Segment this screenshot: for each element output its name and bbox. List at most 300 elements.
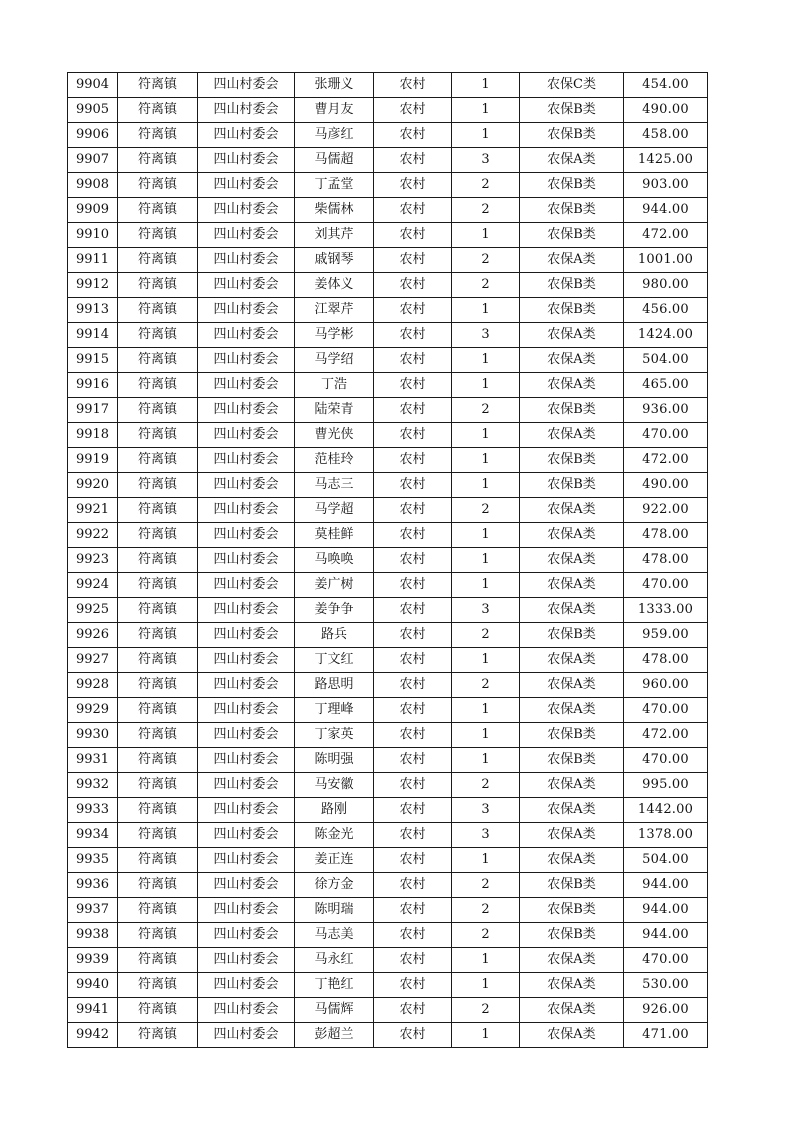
name-cell: 姜广树	[295, 573, 374, 598]
record-id-cell: 9916	[68, 373, 118, 398]
record-id-cell: 9912	[68, 273, 118, 298]
town-cell: 符离镇	[118, 548, 198, 573]
name-cell: 马学彬	[295, 323, 374, 348]
town-cell: 符离镇	[118, 873, 198, 898]
household-count-cell: 1	[452, 98, 520, 123]
table-row	[68, 673, 708, 698]
amount-cell: 944.00	[624, 898, 708, 923]
insurance-class-cell: 农保B类	[520, 298, 624, 323]
record-id-cell: 9930	[68, 723, 118, 748]
record-id-cell: 9929	[68, 698, 118, 723]
household-count-cell: 1	[452, 698, 520, 723]
residence-type-cell: 农村	[374, 998, 452, 1023]
residence-type-cell: 农村	[374, 873, 452, 898]
household-count-cell: 1	[452, 298, 520, 323]
residence-type-cell: 农村	[374, 123, 452, 148]
residence-type-cell: 农村	[374, 948, 452, 973]
village-committee-cell: 四山村委会	[198, 98, 295, 123]
town-cell: 符离镇	[118, 423, 198, 448]
table-row	[68, 523, 708, 548]
record-id-cell: 9911	[68, 248, 118, 273]
table-row	[68, 473, 708, 498]
amount-cell: 980.00	[624, 273, 708, 298]
household-count-cell: 3	[452, 598, 520, 623]
village-committee-cell: 四山村委会	[198, 123, 295, 148]
amount-cell: 456.00	[624, 298, 708, 323]
insurance-class-cell: 农保A类	[520, 823, 624, 848]
town-cell: 符离镇	[118, 348, 198, 373]
table-row	[68, 648, 708, 673]
insurance-class-cell: 农保A类	[520, 798, 624, 823]
residence-type-cell: 农村	[374, 98, 452, 123]
record-id-cell: 9938	[68, 923, 118, 948]
table-row	[68, 898, 708, 923]
amount-cell: 470.00	[624, 948, 708, 973]
record-id-cell: 9934	[68, 823, 118, 848]
village-committee-cell: 四山村委会	[198, 348, 295, 373]
insurance-class-cell: 农保B类	[520, 623, 624, 648]
record-id-cell: 9926	[68, 623, 118, 648]
amount-cell: 478.00	[624, 548, 708, 573]
town-cell: 符离镇	[118, 673, 198, 698]
amount-cell: 465.00	[624, 373, 708, 398]
insurance-class-cell: 农保B类	[520, 198, 624, 223]
household-count-cell: 3	[452, 148, 520, 173]
amount-cell: 470.00	[624, 748, 708, 773]
record-id-cell: 9924	[68, 573, 118, 598]
table-row	[68, 873, 708, 898]
town-cell: 符离镇	[118, 573, 198, 598]
household-count-cell: 2	[452, 248, 520, 273]
record-id-cell: 9922	[68, 523, 118, 548]
record-id-cell: 9931	[68, 748, 118, 773]
household-count-cell: 2	[452, 273, 520, 298]
village-committee-cell: 四山村委会	[198, 848, 295, 873]
name-cell: 曹光侠	[295, 423, 374, 448]
village-committee-cell: 四山村委会	[198, 698, 295, 723]
residence-type-cell: 农村	[374, 198, 452, 223]
name-cell: 莫桂鲜	[295, 523, 374, 548]
amount-cell: 944.00	[624, 873, 708, 898]
table-row	[68, 398, 708, 423]
village-committee-cell: 四山村委会	[198, 973, 295, 998]
record-id-cell: 9917	[68, 398, 118, 423]
insurance-class-cell: 农保B类	[520, 173, 624, 198]
town-cell: 符离镇	[118, 523, 198, 548]
table-row	[68, 498, 708, 523]
insurance-class-cell: 农保B类	[520, 98, 624, 123]
residence-type-cell: 农村	[374, 398, 452, 423]
insurance-class-cell: 农保B类	[520, 473, 624, 498]
town-cell: 符离镇	[118, 473, 198, 498]
amount-cell: 454.00	[624, 73, 708, 98]
residence-type-cell: 农村	[374, 723, 452, 748]
record-id-cell: 9932	[68, 773, 118, 798]
name-cell: 陈明强	[295, 748, 374, 773]
village-committee-cell: 四山村委会	[198, 398, 295, 423]
residence-type-cell: 农村	[374, 748, 452, 773]
name-cell: 曹月友	[295, 98, 374, 123]
name-cell: 马唤唤	[295, 548, 374, 573]
household-count-cell: 3	[452, 323, 520, 348]
amount-cell: 944.00	[624, 198, 708, 223]
residence-type-cell: 农村	[374, 523, 452, 548]
insurance-class-cell: 农保A类	[520, 773, 624, 798]
residence-type-cell: 农村	[374, 423, 452, 448]
record-id-cell: 9927	[68, 648, 118, 673]
record-id-cell: 9909	[68, 198, 118, 223]
name-cell: 姜争争	[295, 598, 374, 623]
table-row	[68, 623, 708, 648]
residence-type-cell: 农村	[374, 698, 452, 723]
records-table-body	[68, 73, 708, 1048]
household-count-cell: 1	[452, 473, 520, 498]
insurance-class-cell: 农保A类	[520, 673, 624, 698]
amount-cell: 530.00	[624, 973, 708, 998]
town-cell: 符离镇	[118, 148, 198, 173]
name-cell: 马学绍	[295, 348, 374, 373]
residence-type-cell: 农村	[374, 548, 452, 573]
name-cell: 江翠芹	[295, 298, 374, 323]
village-committee-cell: 四山村委会	[198, 673, 295, 698]
table-row	[68, 973, 708, 998]
insurance-class-cell: 农保B类	[520, 223, 624, 248]
village-committee-cell: 四山村委会	[198, 723, 295, 748]
table-row	[68, 773, 708, 798]
name-cell: 姜正连	[295, 848, 374, 873]
amount-cell: 926.00	[624, 998, 708, 1023]
amount-cell: 1001.00	[624, 248, 708, 273]
amount-cell: 1424.00	[624, 323, 708, 348]
village-committee-cell: 四山村委会	[198, 298, 295, 323]
table-row	[68, 248, 708, 273]
insurance-class-cell: 农保C类	[520, 73, 624, 98]
name-cell: 路兵	[295, 623, 374, 648]
name-cell: 马永红	[295, 948, 374, 973]
name-cell: 范桂玲	[295, 448, 374, 473]
town-cell: 符离镇	[118, 298, 198, 323]
town-cell: 符离镇	[118, 773, 198, 798]
name-cell: 陆荣青	[295, 398, 374, 423]
table-row	[68, 698, 708, 723]
record-id-cell: 9928	[68, 673, 118, 698]
name-cell: 刘其芹	[295, 223, 374, 248]
town-cell: 符离镇	[118, 848, 198, 873]
town-cell: 符离镇	[118, 248, 198, 273]
insurance-class-cell: 农保B类	[520, 748, 624, 773]
residence-type-cell: 农村	[374, 248, 452, 273]
household-count-cell: 1	[452, 723, 520, 748]
residence-type-cell: 农村	[374, 973, 452, 998]
village-committee-cell: 四山村委会	[198, 823, 295, 848]
village-committee-cell: 四山村委会	[198, 148, 295, 173]
name-cell: 戚钢琴	[295, 248, 374, 273]
record-id-cell: 9904	[68, 73, 118, 98]
household-count-cell: 1	[452, 373, 520, 398]
insurance-class-cell: 农保A类	[520, 698, 624, 723]
town-cell: 符离镇	[118, 198, 198, 223]
name-cell: 张珊义	[295, 73, 374, 98]
household-count-cell: 1	[452, 548, 520, 573]
record-id-cell: 9936	[68, 873, 118, 898]
record-id-cell: 9907	[68, 148, 118, 173]
table-row	[68, 948, 708, 973]
town-cell: 符离镇	[118, 898, 198, 923]
household-count-cell: 1	[452, 523, 520, 548]
residence-type-cell: 农村	[374, 823, 452, 848]
town-cell: 符离镇	[118, 123, 198, 148]
record-id-cell: 9913	[68, 298, 118, 323]
table-row	[68, 348, 708, 373]
records-table	[67, 72, 708, 1048]
town-cell: 符离镇	[118, 398, 198, 423]
household-count-cell: 2	[452, 923, 520, 948]
record-id-cell: 9910	[68, 223, 118, 248]
name-cell: 丁浩	[295, 373, 374, 398]
table-row	[68, 548, 708, 573]
amount-cell: 504.00	[624, 848, 708, 873]
table-row	[68, 573, 708, 598]
village-committee-cell: 四山村委会	[198, 548, 295, 573]
name-cell: 丁艳红	[295, 973, 374, 998]
household-count-cell: 1	[452, 948, 520, 973]
household-count-cell: 1	[452, 1023, 520, 1048]
village-committee-cell: 四山村委会	[198, 198, 295, 223]
record-id-cell: 9941	[68, 998, 118, 1023]
record-id-cell: 9908	[68, 173, 118, 198]
town-cell: 符离镇	[118, 73, 198, 98]
household-count-cell: 1	[452, 573, 520, 598]
amount-cell: 936.00	[624, 398, 708, 423]
record-id-cell: 9905	[68, 98, 118, 123]
household-count-cell: 1	[452, 848, 520, 873]
name-cell: 马志美	[295, 923, 374, 948]
village-committee-cell: 四山村委会	[198, 73, 295, 98]
name-cell: 丁理峰	[295, 698, 374, 723]
village-committee-cell: 四山村委会	[198, 223, 295, 248]
amount-cell: 944.00	[624, 923, 708, 948]
name-cell: 丁孟堂	[295, 173, 374, 198]
amount-cell: 490.00	[624, 98, 708, 123]
insurance-class-cell: 农保A类	[520, 523, 624, 548]
table-row	[68, 323, 708, 348]
village-committee-cell: 四山村委会	[198, 998, 295, 1023]
amount-cell: 490.00	[624, 473, 708, 498]
name-cell: 姜体义	[295, 273, 374, 298]
table-row	[68, 748, 708, 773]
name-cell: 徐方金	[295, 873, 374, 898]
town-cell: 符离镇	[118, 973, 198, 998]
town-cell: 符离镇	[118, 698, 198, 723]
town-cell: 符离镇	[118, 173, 198, 198]
household-count-cell: 1	[452, 648, 520, 673]
table-row	[68, 598, 708, 623]
household-count-cell: 2	[452, 673, 520, 698]
insurance-class-cell: 农保A类	[520, 248, 624, 273]
household-count-cell: 3	[452, 798, 520, 823]
table-row	[68, 198, 708, 223]
village-committee-cell: 四山村委会	[198, 623, 295, 648]
household-count-cell: 3	[452, 823, 520, 848]
name-cell: 陈金光	[295, 823, 374, 848]
insurance-class-cell: 农保B类	[520, 923, 624, 948]
household-count-cell: 1	[452, 73, 520, 98]
village-committee-cell: 四山村委会	[198, 748, 295, 773]
insurance-class-cell: 农保A类	[520, 573, 624, 598]
town-cell: 符离镇	[118, 498, 198, 523]
amount-cell: 478.00	[624, 648, 708, 673]
village-committee-cell: 四山村委会	[198, 1023, 295, 1048]
record-id-cell: 9923	[68, 548, 118, 573]
village-committee-cell: 四山村委会	[198, 773, 295, 798]
insurance-class-cell: 农保A类	[520, 1023, 624, 1048]
amount-cell: 1378.00	[624, 823, 708, 848]
name-cell: 马彦红	[295, 123, 374, 148]
table-row	[68, 173, 708, 198]
residence-type-cell: 农村	[374, 773, 452, 798]
insurance-class-cell: 农保A类	[520, 498, 624, 523]
village-committee-cell: 四山村委会	[198, 173, 295, 198]
town-cell: 符离镇	[118, 598, 198, 623]
table-row	[68, 923, 708, 948]
insurance-class-cell: 农保B类	[520, 873, 624, 898]
town-cell: 符离镇	[118, 923, 198, 948]
village-committee-cell: 四山村委会	[198, 523, 295, 548]
amount-cell: 472.00	[624, 223, 708, 248]
town-cell: 符离镇	[118, 98, 198, 123]
name-cell: 丁家英	[295, 723, 374, 748]
record-id-cell: 9940	[68, 973, 118, 998]
insurance-class-cell: 农保B类	[520, 398, 624, 423]
amount-cell: 472.00	[624, 448, 708, 473]
residence-type-cell: 农村	[374, 373, 452, 398]
village-committee-cell: 四山村委会	[198, 473, 295, 498]
name-cell: 马儒超	[295, 148, 374, 173]
amount-cell: 470.00	[624, 698, 708, 723]
table-row	[68, 298, 708, 323]
town-cell: 符离镇	[118, 448, 198, 473]
residence-type-cell: 农村	[374, 448, 452, 473]
residence-type-cell: 农村	[374, 73, 452, 98]
household-count-cell: 1	[452, 123, 520, 148]
household-count-cell: 2	[452, 898, 520, 923]
record-id-cell: 9919	[68, 448, 118, 473]
household-count-cell: 2	[452, 998, 520, 1023]
village-committee-cell: 四山村委会	[198, 498, 295, 523]
town-cell: 符离镇	[118, 648, 198, 673]
village-committee-cell: 四山村委会	[198, 873, 295, 898]
insurance-class-cell: 农保A类	[520, 373, 624, 398]
record-id-cell: 9914	[68, 323, 118, 348]
insurance-class-cell: 农保A类	[520, 973, 624, 998]
household-count-cell: 2	[452, 873, 520, 898]
residence-type-cell: 农村	[374, 298, 452, 323]
name-cell: 马学超	[295, 498, 374, 523]
record-id-cell: 9906	[68, 123, 118, 148]
amount-cell: 960.00	[624, 673, 708, 698]
town-cell: 符离镇	[118, 1023, 198, 1048]
table-row	[68, 123, 708, 148]
residence-type-cell: 农村	[374, 173, 452, 198]
town-cell: 符离镇	[118, 623, 198, 648]
village-committee-cell: 四山村委会	[198, 423, 295, 448]
residence-type-cell: 农村	[374, 923, 452, 948]
name-cell: 陈明瑞	[295, 898, 374, 923]
insurance-class-cell: 农保B类	[520, 123, 624, 148]
village-committee-cell: 四山村委会	[198, 323, 295, 348]
table-row	[68, 448, 708, 473]
household-count-cell: 1	[452, 448, 520, 473]
village-committee-cell: 四山村委会	[198, 948, 295, 973]
table-row	[68, 223, 708, 248]
table-row	[68, 723, 708, 748]
residence-type-cell: 农村	[374, 798, 452, 823]
table-row	[68, 1023, 708, 1048]
residence-type-cell: 农村	[374, 148, 452, 173]
amount-cell: 1442.00	[624, 798, 708, 823]
residence-type-cell: 农村	[374, 673, 452, 698]
household-count-cell: 2	[452, 198, 520, 223]
household-count-cell: 2	[452, 173, 520, 198]
town-cell: 符离镇	[118, 223, 198, 248]
town-cell: 符离镇	[118, 998, 198, 1023]
record-id-cell: 9937	[68, 898, 118, 923]
insurance-class-cell: 农保B类	[520, 723, 624, 748]
town-cell: 符离镇	[118, 823, 198, 848]
record-id-cell: 9920	[68, 473, 118, 498]
insurance-class-cell: 农保A类	[520, 998, 624, 1023]
residence-type-cell: 农村	[374, 348, 452, 373]
household-count-cell: 1	[452, 973, 520, 998]
record-id-cell: 9939	[68, 948, 118, 973]
household-count-cell: 1	[452, 223, 520, 248]
table-row	[68, 798, 708, 823]
amount-cell: 1333.00	[624, 598, 708, 623]
town-cell: 符离镇	[118, 723, 198, 748]
amount-cell: 959.00	[624, 623, 708, 648]
record-id-cell: 9918	[68, 423, 118, 448]
amount-cell: 458.00	[624, 123, 708, 148]
residence-type-cell: 农村	[374, 623, 452, 648]
town-cell: 符离镇	[118, 323, 198, 348]
table-row	[68, 148, 708, 173]
name-cell: 路刚	[295, 798, 374, 823]
insurance-class-cell: 农保A类	[520, 648, 624, 673]
amount-cell: 903.00	[624, 173, 708, 198]
household-count-cell: 2	[452, 498, 520, 523]
village-committee-cell: 四山村委会	[198, 248, 295, 273]
household-count-cell: 2	[452, 773, 520, 798]
town-cell: 符离镇	[118, 373, 198, 398]
insurance-class-cell: 农保A类	[520, 323, 624, 348]
village-committee-cell: 四山村委会	[198, 648, 295, 673]
amount-cell: 995.00	[624, 773, 708, 798]
table-row	[68, 823, 708, 848]
residence-type-cell: 农村	[374, 273, 452, 298]
insurance-class-cell: 农保A类	[520, 148, 624, 173]
village-committee-cell: 四山村委会	[198, 898, 295, 923]
village-committee-cell: 四山村委会	[198, 923, 295, 948]
insurance-class-cell: 农保A类	[520, 423, 624, 448]
residence-type-cell: 农村	[374, 1023, 452, 1048]
table-row	[68, 73, 708, 98]
record-id-cell: 9915	[68, 348, 118, 373]
name-cell: 彭超兰	[295, 1023, 374, 1048]
name-cell: 马安徽	[295, 773, 374, 798]
household-count-cell: 1	[452, 423, 520, 448]
village-committee-cell: 四山村委会	[198, 573, 295, 598]
residence-type-cell: 农村	[374, 648, 452, 673]
